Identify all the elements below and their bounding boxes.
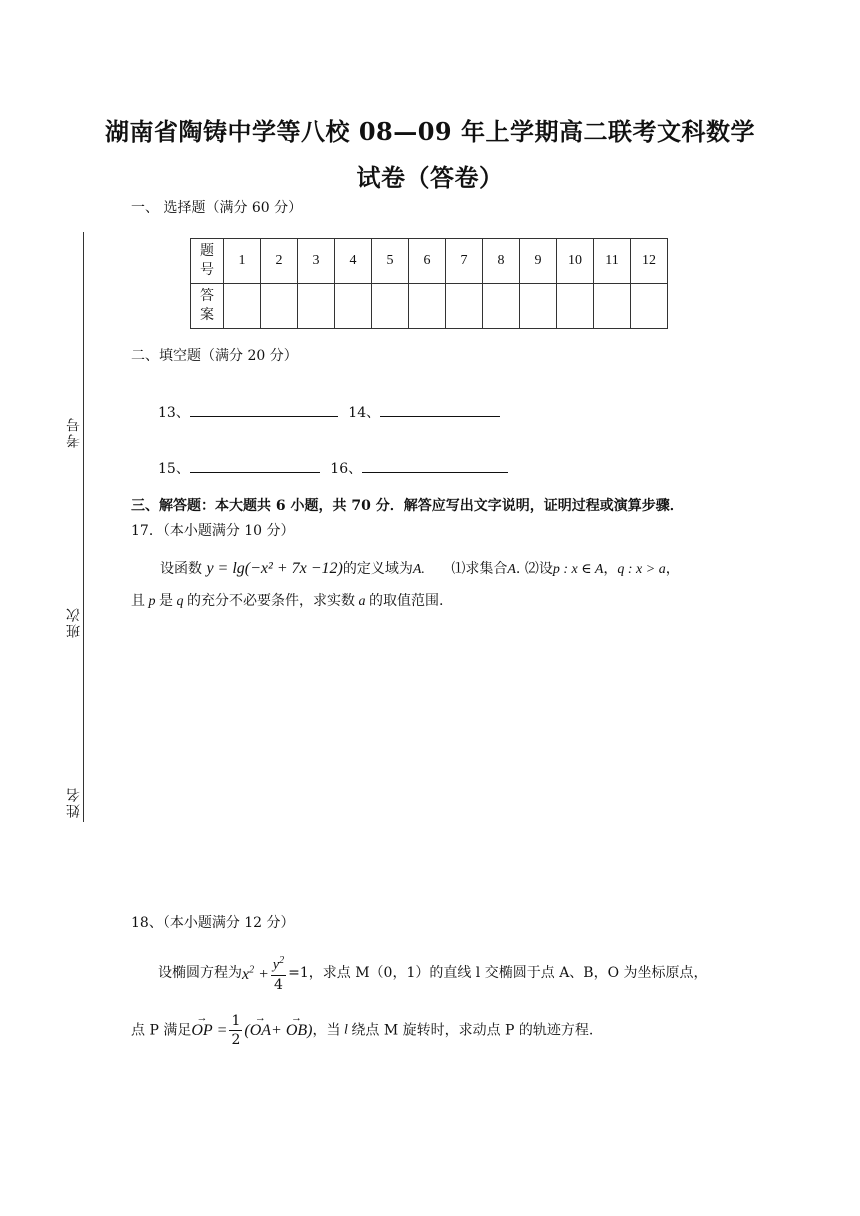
answer-blank-14[interactable]	[380, 402, 500, 417]
side-label-class: 班次	[66, 606, 82, 638]
answer-cell[interactable]	[409, 284, 446, 329]
page-title-line1: 湖南省陶铸中学等八校 08—09 年上学期高二联考文科数学	[104, 117, 755, 146]
blank-row-1	[158, 402, 500, 422]
answer-blank-13[interactable]	[190, 402, 338, 417]
number-cell: 4	[335, 239, 372, 284]
blank-label-15: 15、	[158, 461, 190, 477]
blank-label-14: 14、	[348, 405, 381, 421]
answer-table	[190, 238, 668, 329]
number-cell: 3	[298, 239, 335, 284]
q17-text-line1: 设函数 y = lg(−x² + 7x −12)的定义域为A. ⑴求集合A. ⑵设p : x ∈ A，q : x > a，	[160, 560, 680, 577]
answer-cell[interactable]	[557, 284, 594, 329]
answer-cell[interactable]	[446, 284, 483, 329]
number-cell: 6	[409, 239, 446, 284]
header-cell-number: 题 号	[191, 239, 224, 284]
number-cell: 8	[483, 239, 520, 284]
number-cell: 10	[557, 239, 594, 284]
q17-text-line2: 且 p 是 q 的充分不必要条件，求实数 a 的取值范围.	[131, 593, 444, 609]
section3-heading: 三、解答题：本大题共 6 小题，共 70 分．解答应写出文字说明，证明过程或演算步骤．	[131, 498, 684, 514]
header-cell-answer: 答 案	[191, 284, 224, 329]
fraction-one-half: $\frac{1}{2}$	[231, 1013, 241, 1048]
blank-label-16: 16、	[330, 461, 363, 477]
answer-blank-15[interactable]	[190, 458, 320, 473]
answer-cell[interactable]	[224, 284, 261, 329]
number-cell: 2	[261, 239, 298, 284]
number-cell: 7	[446, 239, 483, 284]
blank-row-2	[158, 458, 508, 478]
number-cell: 9	[520, 239, 557, 284]
answer-blank-16[interactable]	[362, 458, 508, 473]
q17-label: 17．（本小题满分 10 分）	[131, 523, 295, 539]
section2-heading: 二、填空题（满分 20 分）	[131, 348, 298, 364]
answer-cell[interactable]	[335, 284, 372, 329]
side-label-name: 姓名	[66, 786, 82, 818]
binding-line	[83, 232, 84, 822]
number-cell: 11	[594, 239, 631, 284]
number-cell: 12	[631, 239, 668, 284]
q18-label: 18、（本小题满分 12 分）	[131, 915, 295, 931]
answer-cell[interactable]	[483, 284, 520, 329]
answer-cell[interactable]	[372, 284, 409, 329]
answer-cell[interactable]	[631, 284, 668, 329]
q18-text-line2: 点 P 满足→ OP = $\frac{1}{2}$ (→ OA+ → OB)，当 l 绕点 M 旋转时，求动点 P 的轨迹方程.	[131, 1012, 593, 1049]
blank-label-13: 13、	[158, 405, 190, 421]
number-cell: 1	[224, 239, 261, 284]
answer-cell[interactable]	[594, 284, 631, 329]
answer-cell[interactable]	[261, 284, 298, 329]
section1-heading: 一、 选择题（满分 60 分）	[131, 200, 303, 216]
table-row-answers	[191, 284, 668, 329]
q17-formula: y = lg(−x² + 7x −12)	[206, 560, 343, 577]
page-title-line2: 试卷（答卷）	[356, 163, 504, 192]
answer-cell[interactable]	[298, 284, 335, 329]
side-label-exam-number: 考号	[66, 416, 82, 448]
answer-cell[interactable]	[520, 284, 557, 329]
q18-text-line1: 设椭圆方程为$x^2$ + $\frac{y^2}{4}$ =1，求点 M（0，1）的直线 l 交椭圆于点 A、B，O 为坐标原点，	[158, 952, 708, 994]
fraction-y2-over-4: $\frac{y^2}{4}$	[271, 952, 286, 994]
table-row-numbers	[191, 239, 668, 284]
number-cell: 5	[372, 239, 409, 284]
